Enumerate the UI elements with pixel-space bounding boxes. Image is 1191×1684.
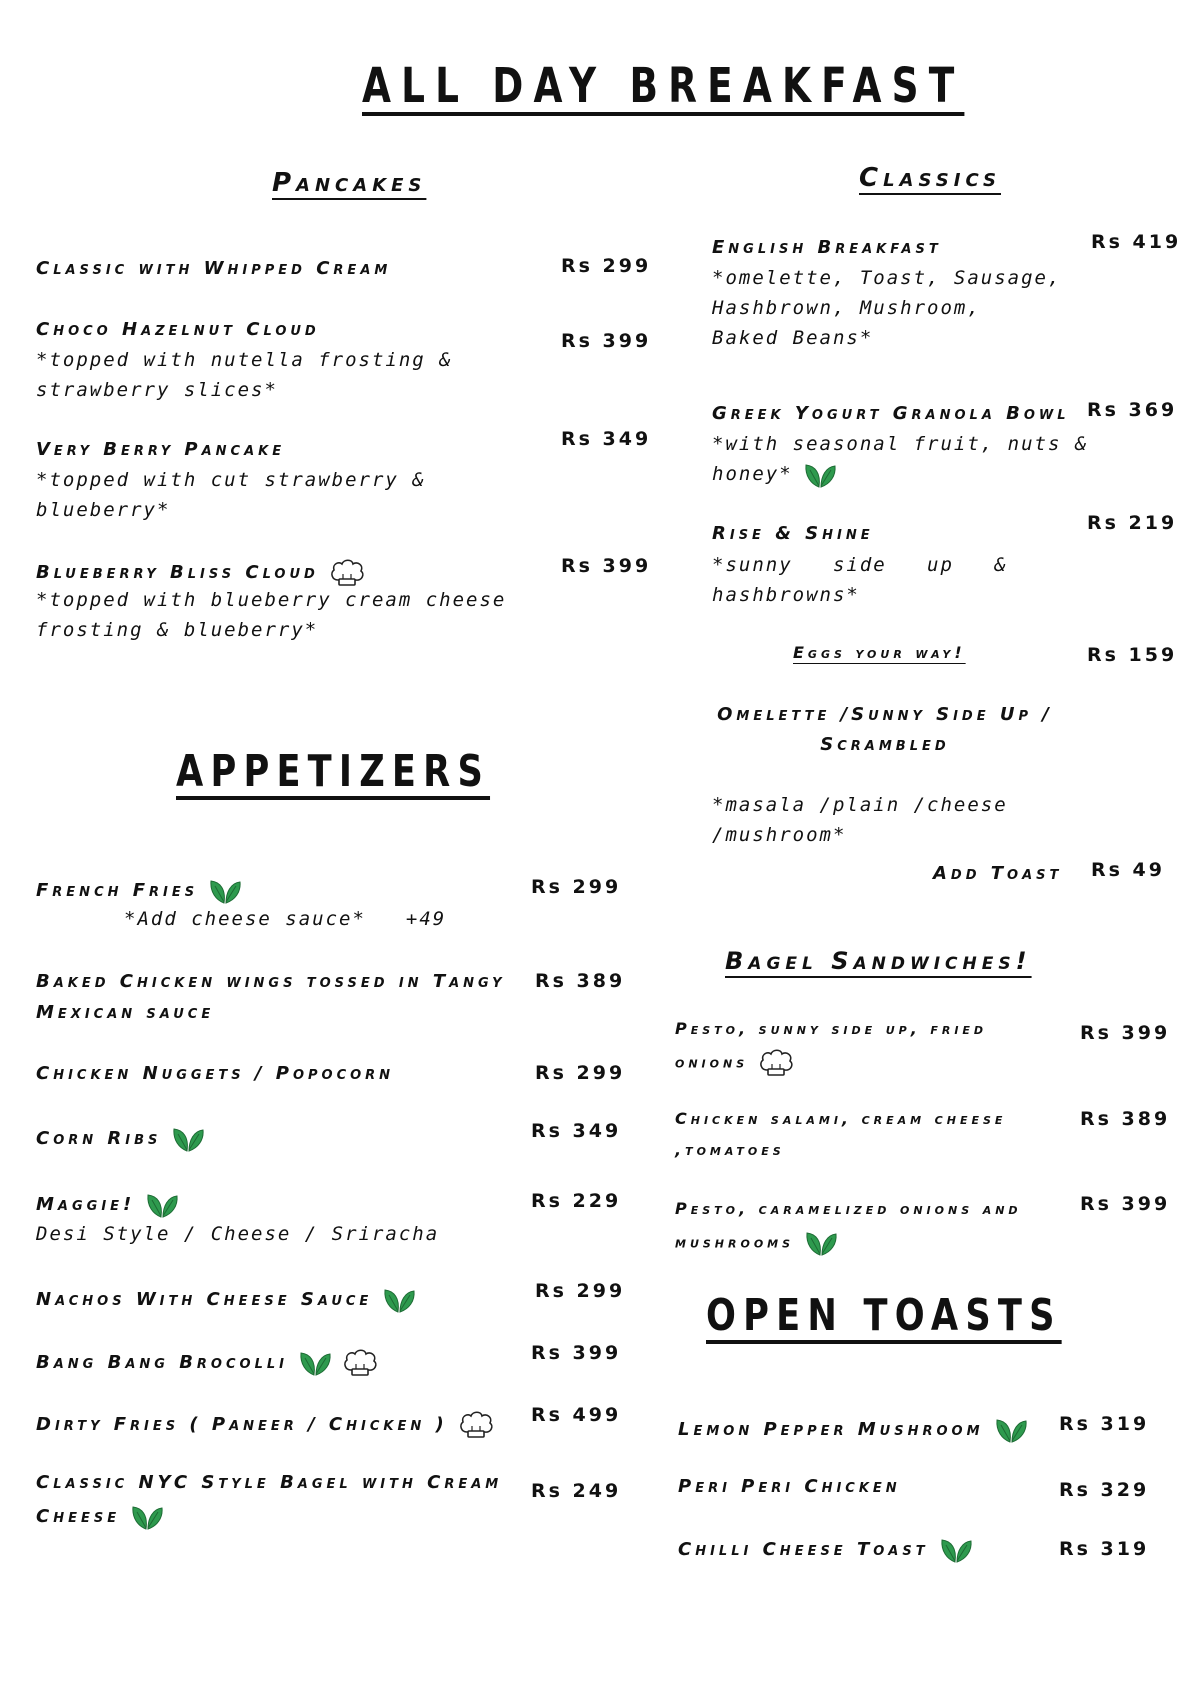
menu-item-name: Pesto, sunny side up, fried — [675, 1019, 988, 1038]
menu-item-name — [36, 558, 365, 588]
menu-item-price: Rs 399 — [1080, 1022, 1171, 1044]
menu-item-price: Rs 319 — [1059, 1413, 1150, 1435]
menu-item-name — [36, 876, 242, 906]
menu-item-description: strawberry slices* — [36, 379, 278, 401]
eggs-styles: Scrambled — [820, 734, 950, 755]
menu-item-price: Rs 329 — [1059, 1479, 1150, 1501]
menu-item-name: Rise & Shine — [712, 523, 874, 544]
menu-item-description — [712, 459, 837, 490]
menu-item-name: ,tomatoes — [675, 1140, 785, 1159]
page-title: ALL DAY BREAKFAST — [362, 58, 965, 114]
veg-leaf-icon — [803, 460, 837, 490]
menu-item-price: Rs 299 — [561, 255, 652, 277]
menu-item-price: Rs 389 — [1080, 1108, 1171, 1130]
menu-item-name: Very Berry Pancake — [36, 439, 286, 460]
menu-item-name-text: Nachos With Cheese Sauce — [36, 1289, 373, 1310]
menu-item-name-text: French Fries — [36, 880, 199, 901]
menu-item-description: *topped with nutella frosting & — [36, 349, 453, 371]
menu-item-price: Rs 389 — [535, 970, 626, 992]
menu-item-description: *omelette, Toast, Sausage, — [712, 267, 1062, 289]
note-price: +49 — [405, 908, 447, 930]
menu-item-description: *with seasonal fruit, nuts & — [712, 433, 1089, 455]
open-toasts-heading: OPEN TOASTS — [706, 1290, 1062, 1341]
menu-item-price: Rs 419 — [1091, 231, 1182, 253]
menu-item-price: Rs 219 — [1087, 512, 1178, 534]
veg-leaf-icon — [298, 1348, 332, 1378]
menu-item-name-text: Dirty Fries ( Paneer / Chicken ) — [36, 1414, 448, 1435]
menu-item-name — [678, 1415, 1028, 1445]
menu-item-description: Hashbrown, Mushroom, — [712, 297, 981, 319]
menu-item-name-text: Lemon Pepper Mushroom — [678, 1419, 984, 1440]
menu-item-description: *topped with cut strawberry & — [36, 469, 426, 491]
eggs-options: /mushroom* — [712, 824, 847, 846]
menu-item-price: Rs 249 — [531, 1480, 622, 1502]
menu-item-description: hashbrowns* — [712, 584, 860, 606]
menu-item-price: Rs 349 — [531, 1120, 622, 1142]
menu-item-price: Rs 299 — [535, 1280, 626, 1302]
note-text: *Add cheese sauce* — [124, 908, 366, 930]
menu-item-name: English Breakfast — [712, 237, 942, 258]
menu-item-name-text: Corn Ribs — [36, 1128, 162, 1149]
menu-item-name: Pesto, caramelized onions and — [675, 1199, 1022, 1218]
menu-item-name — [36, 1410, 494, 1440]
veg-leaf-icon — [145, 1190, 179, 1220]
menu-item-name: Choco Hazelnut Cloud — [36, 319, 320, 340]
veg-leaf-icon — [208, 876, 242, 906]
eggs-styles: Omelette /Sunny Side Up / — [717, 704, 1053, 725]
veg-leaf-icon — [994, 1415, 1028, 1445]
menu-item-price: Rs 499 — [531, 1404, 622, 1426]
menu-item-name — [36, 1190, 179, 1220]
veg-leaf-icon — [939, 1535, 973, 1565]
menu-item-price: Rs 349 — [561, 428, 652, 450]
menu-item-name — [36, 1348, 378, 1378]
eggs-heading: Eggs your way! — [793, 643, 966, 662]
menu-item-name — [678, 1535, 973, 1565]
eggs-options: *masala /plain /cheese — [712, 794, 1008, 816]
menu-item-price: Rs 369 — [1087, 399, 1178, 421]
menu-item-description: *topped with blueberry cream cheese — [36, 589, 507, 611]
menu-item-description: Baked Beans* — [712, 327, 874, 349]
menu-item-price: Rs 299 — [531, 876, 622, 898]
menu-item-description: Desi Style / Cheese / Sriracha — [36, 1223, 440, 1245]
chef-hat-icon — [758, 1048, 794, 1078]
appetizers-heading: APPETIZERS — [176, 746, 491, 797]
menu-item-name-text: Blueberry Bliss Cloud — [36, 562, 319, 583]
veg-leaf-icon — [171, 1124, 205, 1154]
menu-item-name: Baked Chicken wings tossed in Tangy — [36, 971, 506, 992]
menu-item-description: *sunny side up & — [712, 554, 1008, 576]
menu-item-price: Rs 319 — [1059, 1538, 1150, 1560]
menu-item-name — [675, 1228, 838, 1258]
menu-item-name: Greek Yogurt Granola Bowl — [712, 403, 1070, 424]
menu-item-name-text: Cheese — [36, 1506, 121, 1527]
menu-item-name — [36, 1124, 205, 1154]
description-text: honey* — [712, 463, 793, 485]
add-toast-price: Rs 49 — [1091, 859, 1165, 881]
menu-item-name — [36, 1285, 416, 1315]
menu-item-name-text: Bang Bang Brocolli — [36, 1352, 288, 1373]
classics-heading: Classics — [859, 163, 1001, 193]
menu-item-name: Chicken salami, cream cheese — [675, 1109, 1007, 1128]
menu-item-price: Rs 399 — [1080, 1193, 1171, 1215]
menu-item-name-text: mushrooms — [675, 1232, 795, 1252]
menu-item-note — [124, 904, 446, 934]
menu-item-name — [36, 1502, 164, 1532]
menu-item-price: Rs 399 — [561, 555, 652, 577]
veg-leaf-icon — [130, 1502, 164, 1532]
chef-hat-icon — [329, 558, 365, 588]
add-toast-label: Add Toast — [933, 863, 1063, 884]
chef-hat-icon — [458, 1410, 494, 1440]
veg-leaf-icon — [382, 1285, 416, 1315]
menu-item-name: Chicken Nuggets / Popocorn — [36, 1063, 395, 1084]
menu-item-name — [675, 1048, 794, 1078]
veg-leaf-icon — [804, 1228, 838, 1258]
menu-item-price: Rs 229 — [531, 1190, 622, 1212]
menu-item-name: Classic NYC Style Bagel with Cream — [36, 1472, 503, 1493]
menu-item-price: Rs 399 — [531, 1342, 622, 1364]
menu-item-description: frosting & blueberry* — [36, 619, 319, 641]
bagel-sandwiches-heading: Bagel Sandwiches! — [725, 947, 1032, 975]
menu-item-name: Peri Peri Chicken — [678, 1476, 901, 1497]
menu-item-price: Rs 399 — [561, 330, 652, 352]
menu-item-name: Mexican sauce — [36, 1002, 215, 1023]
menu-item-description: blueberry* — [36, 499, 171, 521]
chef-hat-icon — [342, 1348, 378, 1378]
pancakes-heading: Pancakes — [272, 168, 427, 198]
eggs-price: Rs 159 — [1087, 644, 1178, 666]
menu-item-name-text: onions — [675, 1052, 749, 1072]
menu-item-name-text: Chilli Cheese Toast — [678, 1539, 929, 1560]
menu-item-name: Classic with Whipped Cream — [36, 258, 392, 279]
menu-item-price: Rs 299 — [535, 1062, 626, 1084]
menu-item-name-text: Maggie! — [36, 1194, 136, 1215]
